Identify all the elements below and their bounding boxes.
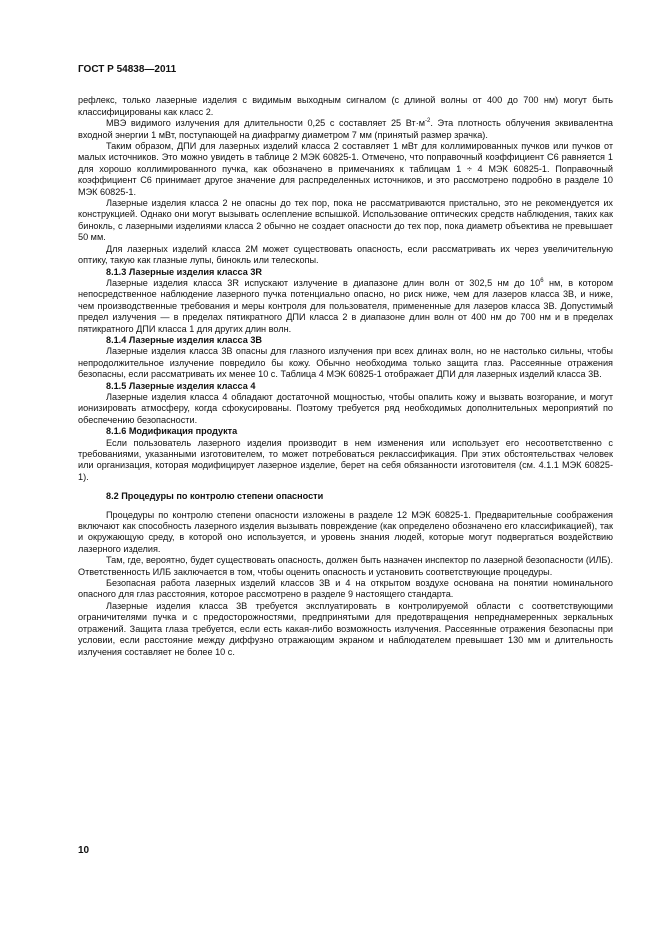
paragraph: Лазерные изделия класса 2 не опасны до тех пор, пока не рассматриваются пристально, это не рекомендуется их конструкцией. Однако они могут вызывать ослепление вспышкой. Использование оптических средств наблюдения, таких как бинокль, с лазерными изделиями класса 2 обычно не создает опасности до тех пор, пока диаметр объектива не превышает 50 мм. — [78, 198, 613, 243]
superscript: -2 — [425, 118, 431, 125]
section-heading: 8.1.4 Лазерные изделия класса 3B — [106, 334, 262, 345]
document-header: ГОСТ Р 54838—2011 — [78, 64, 177, 75]
section-heading: 8.2 Процедуры по контролю степени опасности — [106, 491, 324, 502]
paragraph: Процедуры по контролю степени опасности изложены в разделе 12 МЭК 60825-1. Предварительные соображения включают как способность лазерного изделия вызывать повреждение (как определено обозначено его классификацией), так и окружающую среду, в которой оно используется, и уровень знания людей, которые могут подвергаться воздействию лазерного изделия. — [78, 509, 613, 554]
paragraph: Безопасная работа лазерных изделий классов 3B и 4 на открытом воздухе основана на понятии номинального опасного для глаз расстояния, которое рассмотрено в разделе 9 настоящего стандарта. — [78, 578, 613, 600]
paragraph-text-tail: . Эта плотность облучения эквивалентна входной энергии 1 мВт, поступающей на диафрагму диаметром 7 мм (принятый размер зрачка). — [78, 118, 613, 140]
paragraph — [78, 278, 613, 335]
paragraph: Если пользователь лазерного изделия производит в нем изменения или использует его несоответственно с требованиями, указанными изготовителем, то может потребоваться реклассификация. При этих обстоятельствах человек или организация, которая модифицирует лазерное изделие, берет на себя обязанности изготовителя (см. 4.1.1 МЭК 60825-1). — [78, 437, 613, 482]
paragraph: Таким образом, ДПИ для лазерных изделий класса 2 составляет 1 мВт для коллимированных пучков или пучков от малых источников. Это можно увидеть в таблице 2 МЭК 60825-1. Отмечено, что поправочный коэффициент C6 равняется 1 для хорошо коллимированного пучка, как обозначено в примечаниях к таблицам 1 ÷ 4 МЭК 60825-1. Поправочный коэффициент C6 принимает другое значение для распределенных источников, и это рассмотрено подробно в разделе 10 МЭК 60825-1. — [78, 141, 613, 197]
paragraph-text: Лазерные изделия класса 3R испускают излучение в диапазоне длин волн от 302,5 нм до 10 — [106, 277, 541, 288]
section-heading: 8.1.5 Лазерные изделия класса 4 — [106, 380, 256, 391]
paragraph — [78, 118, 613, 141]
section-heading: 8.1.3 Лазерные изделия класса 3R — [106, 266, 262, 277]
paragraph: Лазерные изделия класса 3B опасны для глазного излучения при всех длинах волн, но не настолько сильны, чтобы непродолжительное излучение повредило бы кожу. Обычно необходима только защита глаз. Рассеянные отражения безопасны, если рассматривать их менее 10 с. Таблица 4 МЭК 60825-1 отображает ДПИ для лазерных изделий класса 3B. — [78, 346, 613, 380]
paragraph-text-tail: нм, в котором непосредственное наблюдение лазерного пучка потенциально опасно, но риск ниже, чем для лазеров класса 3B, и ниже, чем производственные требования и меры контроля для пользователя, примененные для лазеров класса 3B. Допустимый предел излучения — в пределах пятикратного ДПИ класса 2 в диапазоне длин волн от 400 нм до 700 нм и в пределах пятикратного ДПИ класса 1 для других длин волн. — [78, 277, 613, 334]
page-number: 10 — [78, 845, 90, 856]
paragraph: Лазерные изделия класса 3B требуется эксплуатировать в контролируемой области с соответствующими ограничителями пучка и с предосторожностями, предпринятыми для предотвращения непреднамеренных зеркальных отражений. Защита глаза требуется, если есть какая-либо возможность излучения. Рассеянные отражения безопасны при условии, если расстояние между диффузно отражающим экраном и наблюдателем превышает 130 мм и длительность излучения составляет не более 10 с. — [78, 600, 613, 657]
superscript: 6 — [540, 277, 544, 284]
document-body — [78, 95, 613, 658]
paragraph: Там, где, вероятно, будет существовать опасность, должен быть назначен инспектор по лазерной безопасности (ИЛБ). Ответственность ИЛБ заключается в том, чтобы оценить опасность и установить соответствующие процедуры. — [78, 555, 613, 577]
paragraph-text: МВЭ видимого излучения для длительности 0,25 с составляет 25 Вт·м — [106, 118, 426, 129]
section-heading: 8.1.6 Модификация продукта — [106, 426, 238, 437]
paragraph: рефлекс, только лазерные изделия с видимым выходным сигналом (с длиной волны от 400 до 700 нм) могут быть классифицированы как класс 2. — [78, 95, 613, 117]
paragraph: Лазерные изделия класса 4 обладают достаточной мощностью, чтобы опалить кожу и вызвать возгорание, и могут ионизировать атмосферу, когда сфокусированы. Поэтому требуется ряд необходимых дополнительных мероприятий по обеспечению безопасности. — [78, 391, 613, 425]
document-page — [78, 64, 613, 658]
paragraph: Для лазерных изделий класса 2M может существовать опасность, если рассматривать их через увеличительную оптику, такую как глазные лупы, бинокль или телескопы. — [78, 243, 613, 266]
